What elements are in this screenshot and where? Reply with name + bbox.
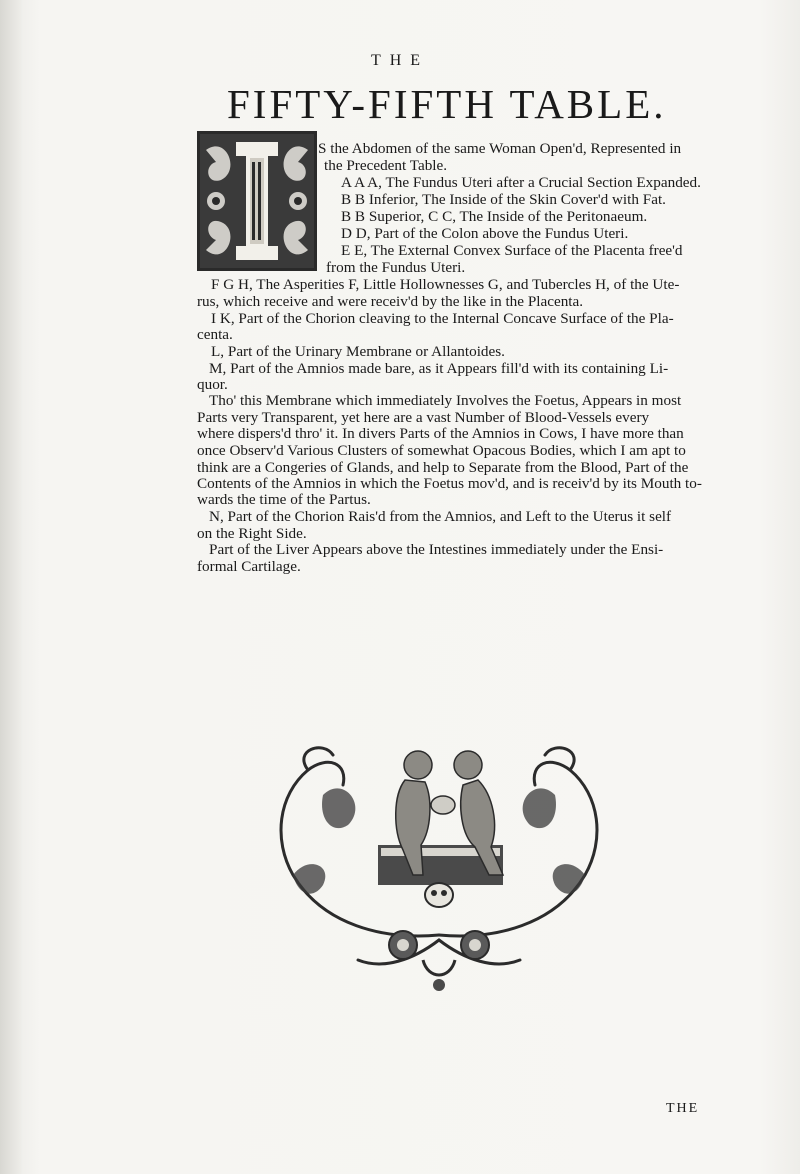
text-line: from the Fundus Uteri.: [326, 259, 466, 276]
text-line: N, Part of the Chorion Rais'd from the Amnios, and Left to the Uterus it self: [209, 508, 672, 525]
text-line: D D, Part of the Colon above the Fundus Uteri.: [341, 225, 629, 242]
text-line: the Precedent Table.: [324, 157, 448, 174]
text-line: where dispers'd thro' it. In divers Parts of the Amnios in Cows, I have more than: [197, 425, 684, 442]
text-line: wards the time of the Partus.: [197, 491, 371, 508]
text-line: on the Right Side.: [197, 525, 307, 542]
text-line: B B Superior, C C, The Inside of the Peritonaeum.: [341, 208, 648, 225]
text-line: once Observ'd Various Clusters of somewhat Opacous Bodies, which I am apt to: [197, 442, 686, 459]
text-line: B B Inferior, The Inside of the Skin Cover'd with Fat.: [341, 191, 666, 208]
text-line: Parts very Transparent, yet here are a vast Number of Blood-Vessels every: [197, 409, 650, 426]
gutter-shadow: [0, 0, 22, 1174]
text-line: Tho' this Membrane which immediately Involves the Foetus, Appears in most: [209, 392, 682, 409]
text-line: F G H, The Asperities F, Little Hollownesses G, and Tubercles H, of the Ute-: [211, 276, 680, 293]
text-line: formal Cartilage.: [197, 558, 301, 575]
text-line: think are a Congeries of Glands, and help to Separate from the Blood, Part of the: [197, 459, 689, 476]
text-line: rus, which receive and were receiv'd by the like in the Placenta.: [197, 293, 584, 310]
text-line: M, Part of the Amnios made bare, as it Appears fill'd with its containing Li-: [209, 360, 669, 377]
text-line: centa.: [197, 326, 233, 343]
text-line: L, Part of the Urinary Membrane or Allantoides.: [211, 343, 505, 360]
page-title: FIFTY-FIFTH TABLE.: [227, 81, 667, 127]
tailpiece-ornament: [263, 735, 615, 997]
text-line: Part of the Liver Appears above the Intestines immediately under the Ensi-: [209, 541, 664, 558]
decorated-initial-i: [196, 130, 318, 272]
text-line: I K, Part of the Chorion cleaving to the Internal Concave Surface of the Pla-: [211, 310, 674, 327]
text-line: A A A, The Fundus Uteri after a Crucial Section Expanded.: [341, 174, 701, 191]
catchword: THE: [666, 1101, 700, 1116]
text-line: E E, The External Convex Surface of the Placenta free'd: [341, 242, 683, 259]
text-line: S the Abdomen of the same Woman Open'd, Represented in: [318, 140, 682, 157]
heading-the: THE: [370, 52, 430, 69]
text-line: Contents of the Amnios in which the Foetus mov'd, and is receiv'd by its Mouth to-: [197, 475, 702, 492]
text-line: quor.: [197, 376, 228, 393]
